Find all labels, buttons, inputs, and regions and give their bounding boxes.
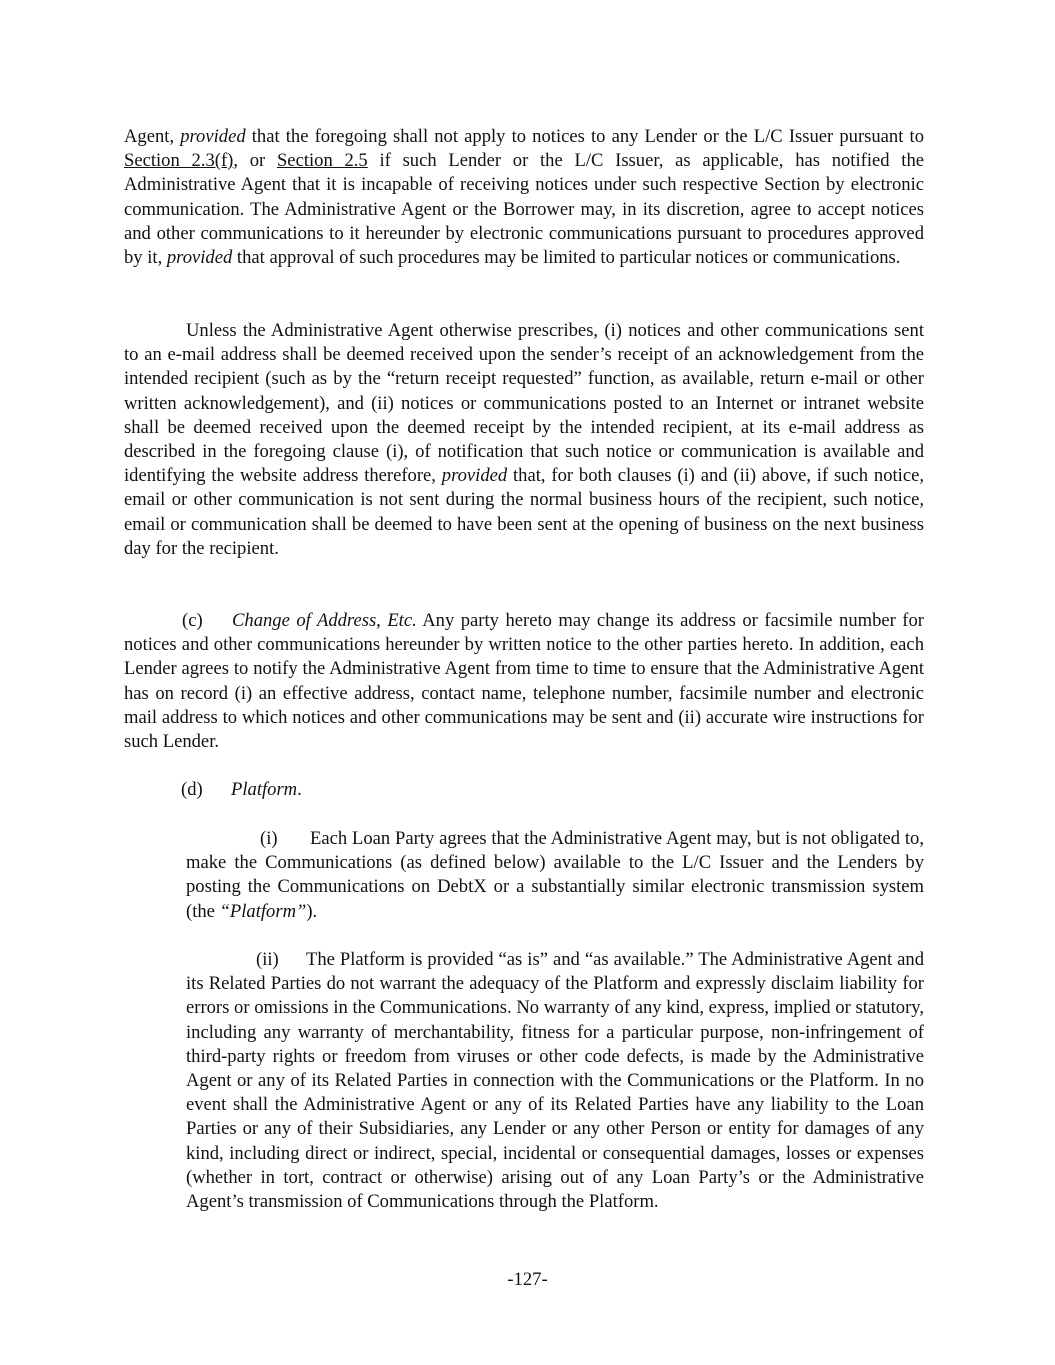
provided-term: provided bbox=[441, 465, 508, 487]
section-reference: Section 2.5 bbox=[276, 150, 368, 172]
page-number: -127- bbox=[507, 1269, 548, 1290]
provided-term: provided bbox=[180, 126, 246, 147]
provided-term: provided bbox=[166, 247, 233, 269]
section-d-heading: (d) Platform. bbox=[181, 778, 302, 802]
section-heading: Platform bbox=[231, 779, 298, 800]
paragraph-notices-continued: Agent, provided that the foregoing shall not apply to notices to any Lender or the L/C Issuer pursuant to Section 2.3(f), or Section 2.5 if such Lender or the L/C Issuer, as applicable, has notified the Administrative Agent that it is incapable of receiving notices under such respective Section by electronic communication. The Administrative Agent or the Borrower may, in its discretion, agree to accept notices and other communications to it hereunder by electronic communications pursuant to procedures approved by it, provided that approval of such procedures may be limited to particular notices or communications. bbox=[124, 126, 925, 269]
subsection-number: (ii) bbox=[256, 949, 279, 970]
paragraph-change-of-address: (c) Change of Address, Etc. Any party hereto may change its address or facsimile number for notices and other communications hereunder by written notice to the other parties hereto. In addition, each Lender agrees to notify the Administrative Agent from time to time to ensure that the Administrative Agent has on record (i) an effective address, contact name, telephone number, facsimile number and electronic mail address to which notices and other communications may be sent and (ii) accurate wire instructions for such Lender. bbox=[124, 610, 924, 753]
subparagraph-ii: (ii) The Platform is provided “as is” and “as available.” The Administrative Agent and its Related Parties do not warrant the adequacy of the Platform and expressly disclaim liability for errors or omissions in the Communications. No warranty of any kind, express, implied or statutory, including any warranty of merchantability, fitness for a particular purpose, non-infringement of third-party rights or freedom from viruses or other code defects, is made by the Administrative Agent or any of its Related Parties in connection with the Communications or the Platform. In no event shall the Administrative Agent or any of its Related Parties have any liability to the Loan Parties or any of their Subsidiaries, any Lender or any other Person or entity for damages of any kind, including direct or indirect, special, incidental or consequential damages, losses or expenses (whether in tort, contract or otherwise) arising out of any Loan Party’s or the Administrative Agent’s transmission of Communications through the Platform. bbox=[186, 949, 924, 1213]
defined-term: “Platform” bbox=[219, 900, 307, 922]
paragraph-receipt-rules: Unless the Administrative Agent otherwise prescribes, (i) notices and other communications sent to an e-mail address shall be deemed received upon the sender’s receipt of an acknowledgement from the intended recipient (such as by the “return receipt requested” function, as available, return e-mail or other written acknowledgement), and (ii) notices or communications posted to an Internet or intranet website shall be deemed received upon the deemed receipt by the intended recipient, at its e-mail address as described in the foregoing clause (i), of notification that such notice or communication is available and identifying the website address therefore, provided that, for both clauses (i) and (ii) above, if such notice, email or other communication is not sent during the normal business hours of the recipient, such notice, email or communication shall be deemed to have been sent at the opening of business on the next business day for the recipient. bbox=[124, 320, 924, 559]
section-heading: Change of Address, Etc. bbox=[232, 610, 417, 631]
section-number: (d) bbox=[181, 779, 203, 800]
section-number: (c) bbox=[182, 610, 203, 631]
subparagraph-i: (i) Each Loan Party agrees that the Administrative Agent may, but is not obligated to, make the Communications (as defined below) available to the L/C Issuer and the Lenders by posting the Communications on DebtX or a substantially similar electronic transmission system (the “Platform”). bbox=[186, 828, 924, 922]
subsection-number: (i) bbox=[260, 828, 278, 849]
section-reference: Section 2.3(f) bbox=[124, 150, 234, 172]
